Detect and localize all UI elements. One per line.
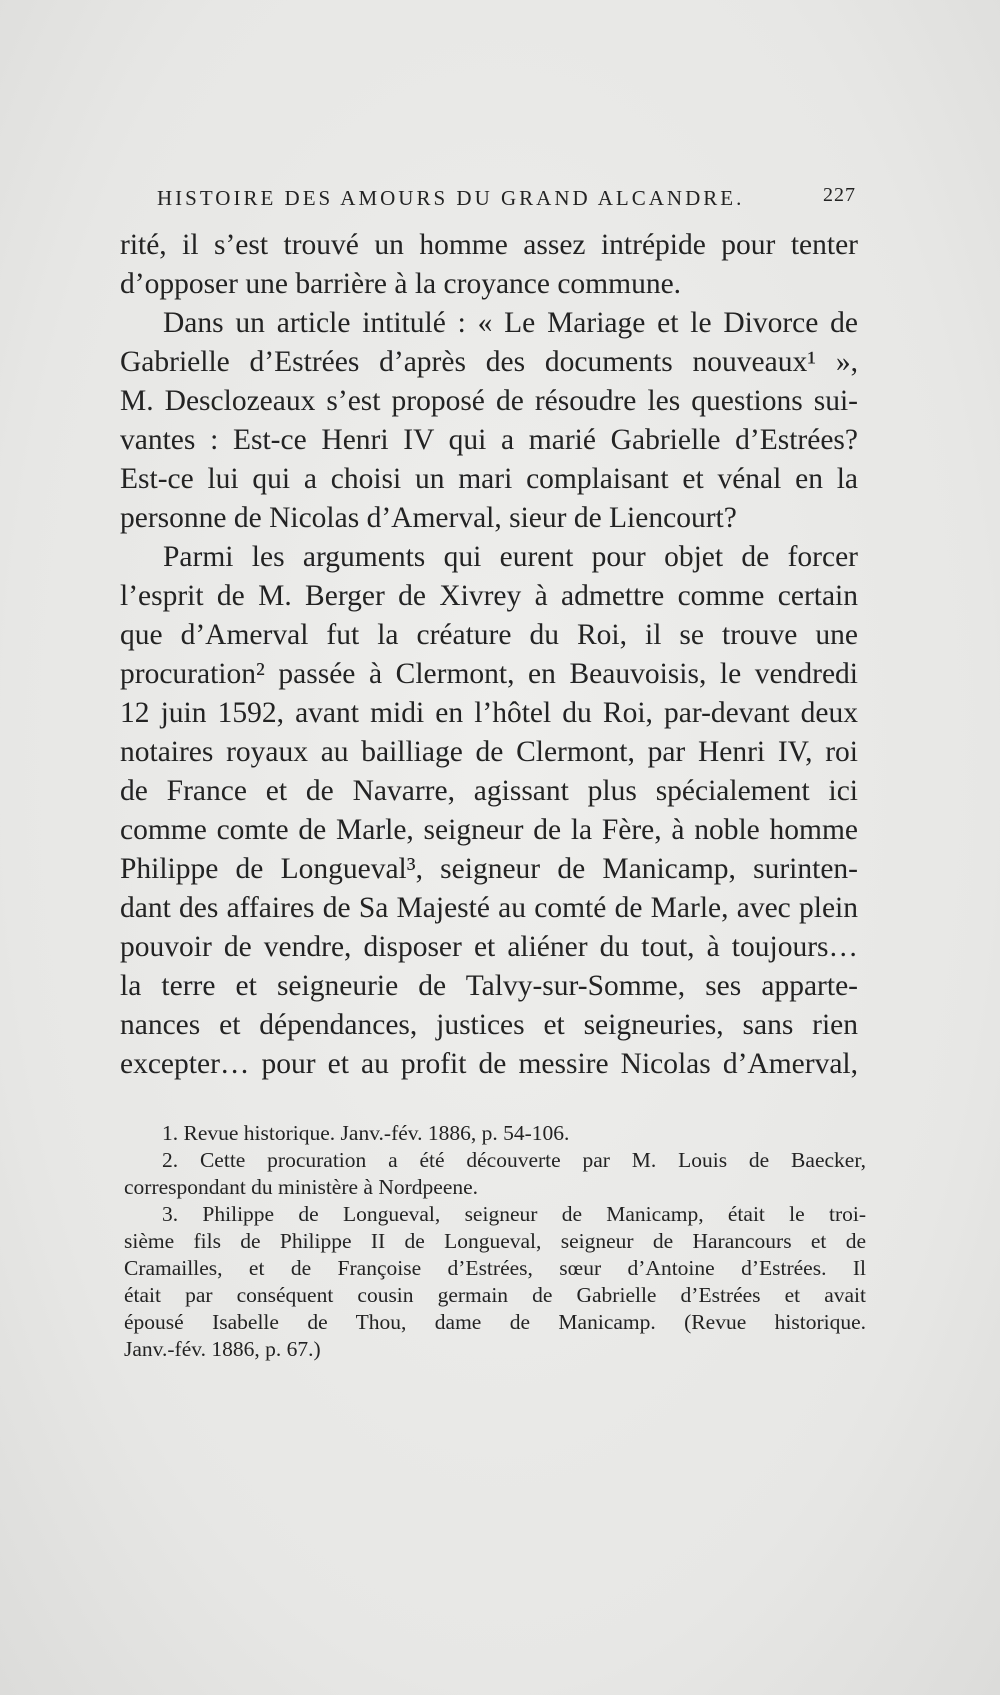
text-line: la terre et seigneurie de Talvy-sur-Somme, ses apparte- [120,970,858,1002]
text-line: pouvoir de vendre, disposer et aliéner du tout, à toujours… [120,931,858,963]
page-number: 227 [823,184,856,206]
text-line: procuration² passée à Clermont, en Beauvoisis, le vendredi [120,658,858,690]
text-line: rité, il s’est trouvé un homme assez intrépide pour tenter [120,229,858,261]
footnote-line: 2. Cette procuration a été découverte par M. Louis de Baecker, [162,1148,866,1172]
footnote-line: 3. Philippe de Longueval, seigneur de Manicamp, était le troi- [162,1202,866,1226]
footnote-line: sième fils de Philippe II de Longueval, seigneur de Harancours et de [124,1229,866,1253]
footnote-line: Janv.-fév. 1886, p. 67.) [124,1337,321,1361]
text-line: d’opposer une barrière à la croyance commune. [120,268,682,300]
footnote-line: Cramailles, et de Françoise d’Estrées, sœur d’Antoine d’Estrées. Il [124,1256,866,1280]
text-line: dant des affaires de Sa Majesté au comté de Marle, avec plein [120,892,858,924]
text-line: Gabrielle d’Estrées d’après des documents nouveaux¹ », [120,346,858,378]
text-line: Philippe de Longueval³, seigneur de Manicamp, surinten- [120,853,858,885]
text-line: M. Desclozeaux s’est proposé de résoudre les questions sui- [120,385,858,417]
text-line: Dans un article intitulé : « Le Mariage et le Divorce de [163,307,858,339]
text-line: de France et de Navarre, agissant plus spécialement ici [120,775,858,807]
text-line: que d’Amerval fut la créature du Roi, il se trouve une [120,619,858,651]
footnote-line: était par conséquent cousin germain de Gabrielle d’Estrées et avait [124,1283,866,1307]
main-text [120,226,858,1084]
running-title: HISTOIRE DES AMOURS DU GRAND ALCANDRE. [157,186,745,210]
text-line: Parmi les arguments qui eurent pour objet de forcer [163,541,858,573]
text-line: nances et dépendances, justices et seigneuries, sans rien [120,1009,858,1041]
text-line: 12 juin 1592, avant midi en l’hôtel du Roi, par-devant deux [120,697,858,729]
text-line: Est-ce lui qui a choisi un mari complaisant et vénal en la [120,463,858,495]
text-line: vantes : Est-ce Henri IV qui a marié Gabrielle d’Estrées? [120,424,858,456]
footnote-line: 1. Revue historique. Janv.-fév. 1886, p. 54-106. [162,1121,570,1145]
footnotes [124,1120,866,1363]
text-line: notaires royaux au bailliage de Clermont, par Henri IV, roi [120,736,858,768]
footnote-line: épousé Isabelle de Thou, dame de Manicamp. (Revue historique. [124,1310,866,1334]
text-line: l’esprit de M. Berger de Xivrey à admettre comme certain [120,580,858,612]
text-line: comme comte de Marle, seigneur de la Fère, à noble homme [120,814,858,846]
text-line: excepter… pour et au profit de messire Nicolas d’Amerval, [120,1048,858,1080]
footnote-line: correspondant du ministère à Nordpeene. [124,1175,479,1199]
text-line: personne de Nicolas d’Amerval, sieur de Liencourt? [120,502,737,534]
